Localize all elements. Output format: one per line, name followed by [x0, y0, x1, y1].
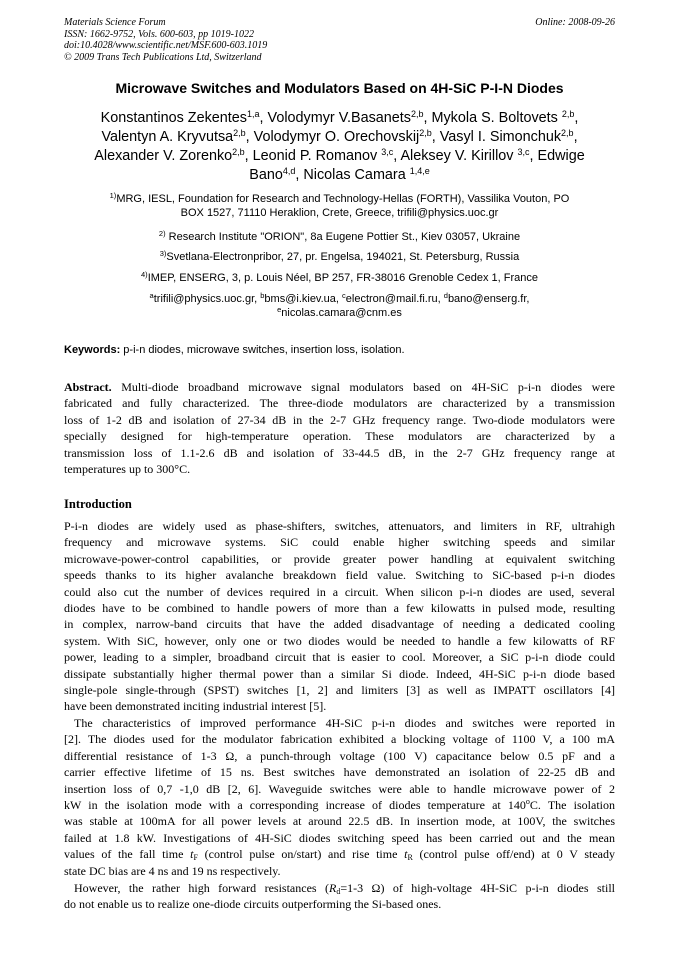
- abstract-line: Multi-diode broadband microwave signal modulators based on 4H-SiC p-i-n diodes were: [111, 380, 615, 394]
- issn-line: ISSN: 1662-9752, Vols. 600-603, pp 1019-1022: [64, 28, 254, 40]
- body-line: do not enable us to realize one-diode circuits outperforming the Si-based ones.: [64, 897, 442, 912]
- body-line: dissipate substantially higher thermal power than a similar Si diode. Indeed, 4H-SiC p-i-n diode based: [64, 666, 615, 681]
- affiliation-number: 3): [159, 249, 167, 258]
- author-name: Volodymyr O. Orechovskij: [253, 129, 420, 145]
- email-text: trifili@physics.uoc.gr,: [153, 293, 261, 305]
- body-text: =1-3 Ω) of high-voltage 4H-SiC p-i-n diodes still: [340, 881, 615, 895]
- body-text: (control pulse on/start) and rise time: [197, 847, 405, 862]
- email-sup: a: [149, 291, 154, 300]
- abstract-line: loss of 1-2 dB and isolation of 27-34 dB in the 2-7 GHz frequency range. Two-diode modulators were: [64, 412, 615, 427]
- affiliation-text: IMEP, ENSERG, 3, p. Louis Néel, BP 257, FR-38016 Grenoble Cedex 1, France: [147, 272, 538, 284]
- body-line: P-i-n diodes are widely used as phase-shifters, switches, attenuators, and limiters in RF, ultrahigh: [64, 519, 615, 533]
- journal-header: [64, 17, 267, 63]
- body-line: frequency and microwave systems. SiC could enable higher switching speeds and similar: [64, 535, 615, 550]
- symbol-sub: R: [407, 853, 413, 863]
- keywords-label: Keywords:: [64, 344, 121, 356]
- email-sup: e: [277, 304, 282, 314]
- body-text: kW in the isolation mode with a corresponding increase of diodes temperature at 140: [64, 798, 526, 813]
- body-text: (control pulse off/end) at 0 V steady: [412, 847, 616, 862]
- section-heading-introduction: Introduction: [64, 497, 132, 511]
- author-affil-sup: 1,4,e: [409, 166, 430, 176]
- author-list: Konstantinos Zekentes$^{1,a}$, Volodymyr V.Basanets$^{2,b}$, Mykola S. Boltovets $^{2,b}$, Valentyn A. Kryvutsa$^{2,b}$, Volodymyr O. Orechovskij$^{2,b}$, Vasyl I. Simonchuk$^{2,b}$, Alexander V. Zorenko$^{2,b}$, Leonid P. Romanov $^{3,c}$, Aleksey V. Kirillov $^{3,c}$, Edwige Bano$^{4,d}$, Nicolas Camara $^{1,4,e}$: [94, 109, 585, 183]
- affiliation-number: 4): [141, 270, 148, 279]
- body-line: [64, 797, 615, 813]
- copyright-line: © 2009 Trans Tech Publications Ltd, Switzerland: [64, 51, 262, 63]
- author-name: Aleksey V. Kirillov: [400, 148, 518, 164]
- email-text: electron@mail.fi.ru,: [345, 293, 444, 305]
- intro-paragraph-3: [64, 880, 615, 913]
- body-line: have been demonstrated inciting industrial interest [5].: [64, 699, 327, 714]
- author-name: Konstantinos Zekentes: [100, 110, 247, 126]
- author-name: Alexander V. Zorenko: [94, 148, 233, 164]
- email-list: [64, 293, 615, 321]
- email-sup: d: [443, 291, 448, 300]
- affiliation-2: [64, 231, 615, 245]
- abstract-line: fabricated and fully characterized. The three-diode modulators are characterized by a transmission: [64, 396, 615, 411]
- body-line: speeds thanks to its higher avalanche breakdown field value. Switching to SiC-based p-i-n diodes: [64, 568, 615, 583]
- abstract: [64, 379, 615, 477]
- author-affil-sup: 2,b: [561, 109, 575, 119]
- symbol: R: [329, 881, 337, 895]
- affiliation-text: Research Institute "ORION", 8a Eugene Pottier St., Kiev 03057, Ukraine: [165, 231, 521, 243]
- body-line: diodes have to be combined to handle powers of more than a few kilowatts in pulsed mode, resulting: [64, 601, 615, 616]
- body-line: in complex, narrow-band circuits that have the added disadvantage of needing a dedicated cooling: [64, 617, 615, 632]
- body-line: single-pole single-through (SPST) switches [1, 2] and limiters [3] as well as IMPATT oscillators [4]: [64, 683, 615, 698]
- author-name: Nicolas Camara: [303, 167, 410, 183]
- affiliation-1: [64, 193, 615, 221]
- keywords-text: p-i-n diodes, microwave switches, insertion loss, isolation.: [120, 344, 405, 356]
- abstract-label: Abstract.: [64, 380, 112, 394]
- email-sup: c: [342, 291, 346, 300]
- email-text: bano@enserg.fr,: [447, 293, 530, 305]
- author-name: Mykola S. Boltovets: [431, 110, 562, 126]
- paper-title: Microwave Switches and Modulators Based on 4H-SiC P-I-N Diodes: [115, 80, 564, 96]
- author-name: Vasyl I. Simonchuk: [439, 129, 562, 145]
- author-affil-sup: 2,b: [233, 128, 246, 138]
- journal-name: Materials Science Forum: [64, 17, 166, 28]
- intro-paragraph-1: [64, 518, 615, 715]
- author-affil-sup: 2,b: [232, 147, 245, 157]
- body-line: failed at 1.8 kW. Investigations of 4H-SiC diodes switching speed has been carried out and the mean: [64, 830, 615, 845]
- author-name: Volodymyr V.Basanets: [267, 110, 411, 126]
- author-affil-sup: 3,c: [381, 147, 394, 157]
- author-affil-sup: 4,d: [282, 166, 296, 176]
- affiliation-text: MRG, IESL, Foundation for Research and Technology-Hellas (FORTH), Vassilika Vouton, PO: [116, 193, 570, 205]
- affiliation-text: BOX 1527, 71110 Heraklion, Crete, Greece, trifili@physics.uoc.gr: [180, 206, 499, 219]
- symbol: t: [190, 847, 194, 862]
- body-line: was stable at 100mA for all power levels at around 22.5 dB. In insertion mode, at 100V, the switches: [64, 814, 615, 829]
- symbol-sub: d: [336, 887, 341, 896]
- author-affil-sup: 3,c: [517, 147, 530, 157]
- body-text: C. The isolation: [529, 798, 615, 813]
- author-name: Leonid P. Romanov: [252, 148, 382, 164]
- author-affil-sup: 2,b: [419, 128, 432, 138]
- affiliation-number: 2): [158, 229, 166, 238]
- doi-line: doi:10.4028/www.scientific.net/MSF.600-603.1019: [64, 40, 268, 51]
- affiliation-number: 1): [109, 191, 117, 200]
- author-affil-sup: 1,a: [247, 109, 260, 119]
- intro-paragraph-2: [64, 715, 615, 879]
- body-line: power, leading to a simpler, broadband circuit that is easier to cool. Moreover, a SiC p-i-n diode could: [64, 650, 615, 665]
- body-line: differential resistance of 1-3 Ω, a punch-through voltage (100 V) capacitance below 0.5 pF and a: [64, 748, 615, 763]
- online-date: Online: 2008-09-26: [535, 17, 615, 28]
- abstract-line: transmission loss of 1.1-2.6 dB and isolation of 33-44.5 dB, in the 2-7 GHz frequency range at: [64, 445, 615, 460]
- degree-sup: o: [525, 797, 530, 807]
- keywords: [64, 344, 405, 356]
- body-line: [64, 846, 615, 862]
- email-sup: b: [260, 291, 265, 300]
- body-line: insertion loss of 0,7 -1,0 dB [2, 6]. Waveguide switches were able to handle microwave power of 2: [64, 781, 615, 796]
- body-line: state DC bias are 4 ns and 19 ns respectively.: [64, 863, 281, 878]
- body-line: could also cut the number of devices required in a circuit. When silicon p-i-n diodes are used, several: [64, 584, 615, 599]
- affiliation-4: [64, 272, 615, 286]
- body-line: microwave-power-control capabilities, or provide greater power handling at equivalent switching: [64, 551, 615, 566]
- author-affil-sup: 2,b: [410, 109, 424, 119]
- email-text: bms@i.kiev.ua,: [264, 293, 343, 305]
- author-name: Valentyn A. Kryvutsa: [101, 129, 234, 145]
- abstract-line: temperatures up to 300°C.: [64, 462, 191, 477]
- body-text: values of the fall time: [64, 847, 191, 862]
- abstract-line: specially designed for high-temperature operation. These modulators are characterized by a: [64, 429, 615, 444]
- affiliation-3: [64, 251, 615, 265]
- body-line: [64, 880, 615, 896]
- symbol-sub: F: [193, 853, 198, 863]
- body-text: However, the rather high forward resistances (: [74, 881, 329, 895]
- body-line: carrier effective lifetime of 15 ns. Best switches have demonstrated an isolation of 22-25 dB and: [64, 765, 615, 780]
- author-affil-sup: 2,b: [561, 128, 574, 138]
- body-line: system. With SiC, however, only one or two diodes would be needed to handle a few kilowatts of RF: [64, 633, 615, 648]
- affiliation-text: Svetlana-Electronpribor, 27, pr. Engelsa, 194021, St. Petersburg, Russia: [166, 251, 520, 263]
- email-text: nicolas.camara@cnm.es: [281, 306, 402, 319]
- symbol: t: [404, 847, 408, 862]
- body-line: [2]. The diodes used for the modulator fabrication exhibited a blocking voltage of 1100 V, a 100 mA: [64, 732, 615, 747]
- body-line: The characteristics of improved performance 4H-SiC p-i-n diodes and switches were reported in: [74, 716, 615, 730]
